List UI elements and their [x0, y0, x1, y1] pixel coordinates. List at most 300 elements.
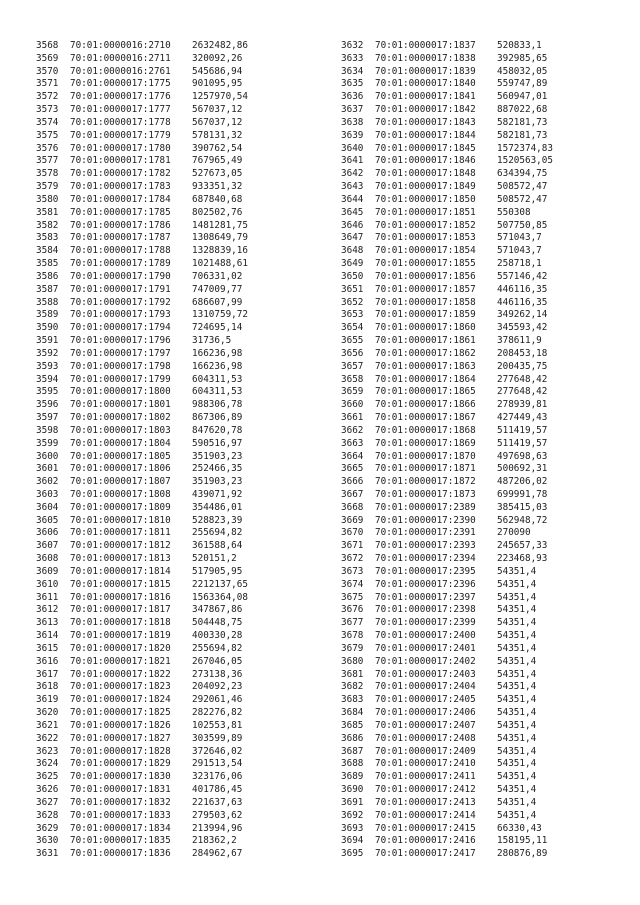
row-number: 3619: [36, 694, 59, 706]
row-number: 3691: [341, 796, 364, 808]
table-row: [36, 181, 248, 194]
row-number: 3678: [341, 630, 364, 642]
cadastral-value: 747009,77: [192, 283, 243, 295]
cadastral-number: 70:01:0000017:1833: [70, 809, 171, 821]
cadastral-number: 70:01:0000017:2415: [375, 822, 476, 834]
cadastral-number: 70:01:0000017:1859: [375, 309, 476, 321]
cadastral-value: 54351,4: [497, 681, 537, 693]
cadastral-number: 70:01:0000017:1869: [375, 437, 476, 449]
row-number: 3656: [341, 347, 364, 359]
row-number: 3634: [341, 65, 364, 77]
cadastral-value: 507750,85: [497, 219, 548, 231]
table-row: [36, 707, 248, 720]
cadastral-value: 66330,43: [497, 822, 542, 834]
cadastral-number: 70:01:0000017:1841: [375, 91, 476, 103]
row-number: 3626: [36, 784, 59, 796]
row-number: 3695: [341, 848, 364, 860]
row-number: 3633: [341, 52, 364, 64]
table-row: [341, 40, 553, 53]
row-number: 3585: [36, 258, 59, 270]
cadastral-number: 70:01:0000017:1818: [70, 617, 171, 629]
table-row: [36, 425, 248, 438]
cadastral-number: 70:01:0000017:1863: [375, 360, 476, 372]
cadastral-number: 70:01:0000017:1831: [70, 784, 171, 796]
cadastral-number: 70:01:0000017:2394: [375, 553, 476, 565]
row-number: 3598: [36, 424, 59, 436]
row-number: 3652: [341, 296, 364, 308]
cadastral-number: 70:01:0000017:2399: [375, 617, 476, 629]
cadastral-value: 706331,02: [192, 270, 243, 282]
cadastral-number: 70:01:0000017:1845: [375, 142, 476, 154]
cadastral-number: 70:01:0000017:1822: [70, 668, 171, 680]
table-row: [36, 592, 248, 605]
table-row: [36, 476, 248, 489]
row-number: 3662: [341, 424, 364, 436]
cadastral-number: 70:01:0000017:1849: [375, 181, 476, 193]
cadastral-value: 273138,36: [192, 668, 243, 680]
cadastral-number: 70:01:0000017:1799: [70, 373, 171, 385]
cadastral-number: 70:01:0000017:1776: [70, 91, 171, 103]
table-row: [341, 579, 553, 592]
cadastral-value: 351903,23: [192, 476, 243, 488]
row-number: 3654: [341, 322, 364, 334]
cadastral-number: 70:01:0000017:1791: [70, 283, 171, 295]
cadastral-number: 70:01:0000017:2401: [375, 642, 476, 654]
row-number: 3600: [36, 450, 59, 462]
cadastral-value: 887022,68: [497, 104, 548, 116]
table-row: [36, 78, 248, 91]
row-number: 3677: [341, 617, 364, 629]
cadastral-number: 70:01:0000017:1835: [70, 835, 171, 847]
cadastral-value: 560947,01: [497, 91, 548, 103]
row-number: 3638: [341, 116, 364, 128]
cadastral-number: 70:01:0000017:1810: [70, 514, 171, 526]
table-row: [341, 220, 553, 233]
table-row: [36, 746, 248, 759]
row-number: 3644: [341, 193, 364, 205]
cadastral-value: 500692,31: [497, 463, 548, 475]
cadastral-value: 520833,1: [497, 40, 542, 51]
cadastral-number: 70:01:0000017:2404: [375, 681, 476, 693]
cadastral-number: 70:01:0000017:1785: [70, 206, 171, 218]
table-row: [341, 322, 553, 335]
table-row: [341, 835, 553, 848]
row-number: 3672: [341, 553, 364, 565]
table-row: [341, 232, 553, 245]
row-number: 3676: [341, 604, 364, 616]
cadastral-value: 54351,4: [497, 630, 537, 642]
table-row: [36, 784, 248, 797]
table-row: [341, 155, 553, 168]
cadastral-number: 70:01:0000017:1837: [375, 40, 476, 51]
table-row: [36, 694, 248, 707]
cadastral-value: 385415,03: [497, 501, 548, 513]
cadastral-value: 1563364,08: [192, 591, 248, 603]
table-row: [341, 194, 553, 207]
table-row: [36, 53, 248, 66]
cadastral-number: 70:01:0000017:2402: [375, 655, 476, 667]
cadastral-value: 54351,4: [497, 565, 537, 577]
row-number: 3674: [341, 578, 364, 590]
cadastral-value: 54351,4: [497, 719, 537, 731]
cadastral-number: 70:01:0000017:2414: [375, 809, 476, 821]
row-number: 3628: [36, 809, 59, 821]
row-number: 3602: [36, 476, 59, 488]
cadastral-number: 70:01:0000017:1867: [375, 412, 476, 424]
row-number: 3592: [36, 347, 59, 359]
cadastral-number: 70:01:0000017:1792: [70, 296, 171, 308]
row-number: 3681: [341, 668, 364, 680]
cadastral-value: 54351,4: [497, 655, 537, 667]
cadastral-number: 70:01:0000017:2417: [375, 848, 476, 860]
cadastral-number: 70:01:0000017:2395: [375, 565, 476, 577]
row-number: 3617: [36, 668, 59, 680]
row-number: 3624: [36, 758, 59, 770]
cadastral-number: 70:01:0000017:2413: [375, 796, 476, 808]
row-number: 3627: [36, 796, 59, 808]
cadastral-number: 70:01:0000017:1788: [70, 245, 171, 257]
row-number: 3675: [341, 591, 364, 603]
table-row: [36, 835, 248, 848]
table-row: [341, 694, 553, 707]
cadastral-value: 361588,64: [192, 540, 243, 552]
table-row: [36, 617, 248, 630]
cadastral-number: 70:01:0000017:1865: [375, 386, 476, 398]
row-number: 3609: [36, 565, 59, 577]
row-number: 3582: [36, 219, 59, 231]
cadastral-number: 70:01:0000017:2389: [375, 501, 476, 513]
cadastral-value: 1257970,54: [192, 91, 248, 103]
cadastral-number: 70:01:0000017:2400: [375, 630, 476, 642]
cadastral-value: 221637,63: [192, 796, 243, 808]
row-number: 3646: [341, 219, 364, 231]
row-number: 3689: [341, 771, 364, 783]
table-row: [341, 438, 553, 451]
cadastral-number: 70:01:0000017:1779: [70, 129, 171, 141]
row-number: 3572: [36, 91, 59, 103]
cadastral-number: 70:01:0000017:2405: [375, 694, 476, 706]
cadastral-value: 517905,95: [192, 565, 243, 577]
table-row: [341, 348, 553, 361]
table-row: [36, 771, 248, 784]
cadastral-number: 70:01:0000017:1797: [70, 347, 171, 359]
cadastral-value: 54351,4: [497, 604, 537, 616]
row-number: 3571: [36, 78, 59, 90]
cadastral-value: 687840,68: [192, 193, 243, 205]
row-number: 3596: [36, 399, 59, 411]
row-number: 3588: [36, 296, 59, 308]
row-number: 3673: [341, 565, 364, 577]
table-row: [36, 386, 248, 399]
cadastral-number: 70:01:0000017:1821: [70, 655, 171, 667]
table-row: [341, 758, 553, 771]
right-column: [341, 40, 553, 861]
table-row: [341, 271, 553, 284]
table-row: [341, 451, 553, 464]
row-number: 3578: [36, 168, 59, 180]
cadastral-number: 70:01:0000017:2409: [375, 745, 476, 757]
row-number: 3630: [36, 835, 59, 847]
row-number: 3659: [341, 386, 364, 398]
row-number: 3660: [341, 399, 364, 411]
cadastral-number: 70:01:0000017:1807: [70, 476, 171, 488]
row-number: 3583: [36, 232, 59, 244]
table-row: [36, 143, 248, 156]
table-row: [36, 245, 248, 258]
cadastral-value: 277648,42: [497, 386, 548, 398]
cadastral-value: 1310759,72: [192, 309, 248, 321]
row-number: 3616: [36, 655, 59, 667]
row-number: 3576: [36, 142, 59, 154]
row-number: 3637: [341, 104, 364, 116]
cadastral-number: 70:01:0000017:2396: [375, 578, 476, 590]
cadastral-value: 54351,4: [497, 668, 537, 680]
table-row: [36, 553, 248, 566]
cadastral-value: 562948,72: [497, 514, 548, 526]
cadastral-number: 70:01:0000017:1866: [375, 399, 476, 411]
cadastral-number: 70:01:0000017:1840: [375, 78, 476, 90]
cadastral-value: 634394,75: [497, 168, 548, 180]
cadastral-value: 284962,67: [192, 848, 243, 860]
table-row: [36, 823, 248, 836]
cadastral-value: 320092,26: [192, 52, 243, 64]
cadastral-number: 70:01:0000017:2416: [375, 835, 476, 847]
cadastral-value: 2212137,65: [192, 578, 248, 590]
row-number: 3570: [36, 65, 59, 77]
row-number: 3574: [36, 116, 59, 128]
cadastral-value: 218362,2: [192, 835, 237, 847]
table-row: [341, 566, 553, 579]
cadastral-number: 70:01:0000016:2711: [70, 52, 171, 64]
cadastral-value: 54351,4: [497, 617, 537, 629]
row-number: 3694: [341, 835, 364, 847]
cadastral-value: 567037,12: [192, 116, 243, 128]
cadastral-value: 102553,81: [192, 719, 243, 731]
cadastral-value: 166236,98: [192, 347, 243, 359]
cadastral-value: 1021488,61: [192, 258, 248, 270]
cadastral-number: 70:01:0000017:1808: [70, 488, 171, 500]
table-row: [36, 117, 248, 130]
row-number: 3649: [341, 258, 364, 270]
table-row: [36, 604, 248, 617]
row-number: 3671: [341, 540, 364, 552]
row-number: 3594: [36, 373, 59, 385]
cadastral-number: 70:01:0000016:2761: [70, 65, 171, 77]
cadastral-number: 70:01:0000017:1853: [375, 232, 476, 244]
cadastral-number: 70:01:0000017:1801: [70, 399, 171, 411]
table-row: [36, 527, 248, 540]
table-row: [36, 502, 248, 515]
cadastral-value: 458032,05: [497, 65, 548, 77]
cadastral-value: 571043,7: [497, 232, 542, 244]
table-row: [36, 168, 248, 181]
table-row: [341, 258, 553, 271]
cadastral-number: 70:01:0000017:1832: [70, 796, 171, 808]
row-number: 3658: [341, 373, 364, 385]
cadastral-value: 504448,75: [192, 617, 243, 629]
cadastral-value: 511419,57: [497, 424, 548, 436]
cadastral-value: 487206,02: [497, 476, 548, 488]
cadastral-number: 70:01:0000017:1820: [70, 642, 171, 654]
cadastral-value: 545686,94: [192, 65, 243, 77]
row-number: 3685: [341, 719, 364, 731]
cadastral-number: 70:01:0000017:1798: [70, 360, 171, 372]
table-row: [341, 78, 553, 91]
cadastral-value: 511419,57: [497, 437, 548, 449]
table-row: [341, 374, 553, 387]
table-row: [36, 322, 248, 335]
row-number: 3680: [341, 655, 364, 667]
cadastral-value: 351903,23: [192, 450, 243, 462]
row-number: 3679: [341, 642, 364, 654]
cadastral-number: 70:01:0000017:1816: [70, 591, 171, 603]
row-number: 3653: [341, 309, 364, 321]
table-row: [341, 823, 553, 836]
cadastral-value: 280876,89: [497, 848, 548, 860]
cadastral-value: 571043,7: [497, 245, 542, 257]
cadastral-value: 1572374,83: [497, 142, 553, 154]
row-number: 3604: [36, 501, 59, 513]
cadastral-value: 303599,89: [192, 732, 243, 744]
cadastral-value: 604311,53: [192, 373, 243, 385]
table-row: [36, 489, 248, 502]
row-number: 3573: [36, 104, 59, 116]
cadastral-number: 70:01:0000017:2397: [375, 591, 476, 603]
table-row: [341, 746, 553, 759]
cadastral-value: 252466,35: [192, 463, 243, 475]
cadastral-number: 70:01:0000017:1786: [70, 219, 171, 231]
table-row: [341, 207, 553, 220]
row-number: 3580: [36, 193, 59, 205]
cadastral-number: 70:01:0000017:1873: [375, 488, 476, 500]
cadastral-number: 70:01:0000017:2403: [375, 668, 476, 680]
table-row: [36, 451, 248, 464]
cadastral-number: 70:01:0000017:1802: [70, 412, 171, 424]
cadastral-number: 70:01:0000017:1819: [70, 630, 171, 642]
row-number: 3599: [36, 437, 59, 449]
cadastral-value: 699991,78: [497, 488, 548, 500]
cadastral-number: 70:01:0000017:2398: [375, 604, 476, 616]
row-number: 3651: [341, 283, 364, 295]
table-row: [341, 810, 553, 823]
row-number: 3682: [341, 681, 364, 693]
row-number: 3597: [36, 412, 59, 424]
table-row: [341, 168, 553, 181]
row-number: 3605: [36, 514, 59, 526]
cadastral-number: 70:01:0000017:1803: [70, 424, 171, 436]
row-number: 3693: [341, 822, 364, 834]
cadastral-number: 70:01:0000017:1805: [70, 450, 171, 462]
cadastral-number: 70:01:0000017:2411: [375, 771, 476, 783]
cadastral-number: 70:01:0000017:1852: [375, 219, 476, 231]
table-row: [341, 463, 553, 476]
cadastral-value: 278939,81: [497, 399, 548, 411]
row-number: 3610: [36, 578, 59, 590]
cadastral-number: 70:01:0000017:2410: [375, 758, 476, 770]
row-number: 3663: [341, 437, 364, 449]
table-row: [341, 784, 553, 797]
row-number: 3621: [36, 719, 59, 731]
cadastral-number: 70:01:0000016:2710: [70, 40, 171, 51]
cadastral-number: 70:01:0000017:1781: [70, 155, 171, 167]
cadastral-value: 401786,45: [192, 784, 243, 796]
table-row: [341, 104, 553, 117]
cadastral-value: 933351,32: [192, 181, 243, 193]
table-row: [341, 540, 553, 553]
cadastral-value: 392985,65: [497, 52, 548, 64]
cadastral-number: 70:01:0000017:1789: [70, 258, 171, 270]
cadastral-value: 686607,99: [192, 296, 243, 308]
cadastral-value: 200435,75: [497, 360, 548, 372]
cadastral-number: 70:01:0000017:1777: [70, 104, 171, 116]
row-number: 3666: [341, 476, 364, 488]
cadastral-value: 54351,4: [497, 758, 537, 770]
table-row: [36, 399, 248, 412]
cadastral-value: 724695,14: [192, 322, 243, 334]
table-row: [36, 630, 248, 643]
table-row: [341, 797, 553, 810]
cadastral-value: 54351,4: [497, 707, 537, 719]
table-row: [341, 386, 553, 399]
cadastral-number: 70:01:0000017:1800: [70, 386, 171, 398]
row-number: 3688: [341, 758, 364, 770]
table-row: [341, 335, 553, 348]
table-row: [36, 232, 248, 245]
cadastral-number: 70:01:0000017:1815: [70, 578, 171, 590]
row-number: 3668: [341, 501, 364, 513]
row-number: 3640: [341, 142, 364, 154]
table-row: [341, 425, 553, 438]
cadastral-number: 70:01:0000017:1804: [70, 437, 171, 449]
cadastral-value: 378611,9: [497, 335, 542, 347]
table-row: [36, 155, 248, 168]
cadastral-number: 70:01:0000017:2407: [375, 719, 476, 731]
table-row: [36, 733, 248, 746]
row-number: 3636: [341, 91, 364, 103]
cadastral-value: 1308649,79: [192, 232, 248, 244]
table-row: [36, 297, 248, 310]
row-number: 3643: [341, 181, 364, 193]
cadastral-value: 567037,12: [192, 104, 243, 116]
cadastral-value: 347867,86: [192, 604, 243, 616]
cadastral-number: 70:01:0000017:1843: [375, 116, 476, 128]
cadastral-value: 446116,35: [497, 296, 548, 308]
cadastral-value: 557146,42: [497, 270, 548, 282]
cadastral-number: 70:01:0000017:2390: [375, 514, 476, 526]
cadastral-value: 582181,73: [497, 129, 548, 141]
table-row: [341, 848, 553, 861]
table-row: [341, 361, 553, 374]
table-row: [36, 515, 248, 528]
cadastral-number: 70:01:0000017:1871: [375, 463, 476, 475]
row-number: 3684: [341, 707, 364, 719]
cadastral-number: 70:01:0000017:1828: [70, 745, 171, 757]
row-number: 3667: [341, 488, 364, 500]
cadastral-value: 208453,18: [497, 347, 548, 359]
cadastral-number: 70:01:0000017:1783: [70, 181, 171, 193]
cadastral-value: 270090: [497, 527, 531, 539]
cadastral-value: 213994,96: [192, 822, 243, 834]
table-row: [341, 502, 553, 515]
table-row: [341, 309, 553, 322]
cadastral-value: 497698,63: [497, 450, 548, 462]
table-row: [36, 207, 248, 220]
row-number: 3641: [341, 155, 364, 167]
table-row: [36, 656, 248, 669]
row-number: 3690: [341, 784, 364, 796]
cadastral-value: 427449,43: [497, 412, 548, 424]
table-row: [36, 335, 248, 348]
